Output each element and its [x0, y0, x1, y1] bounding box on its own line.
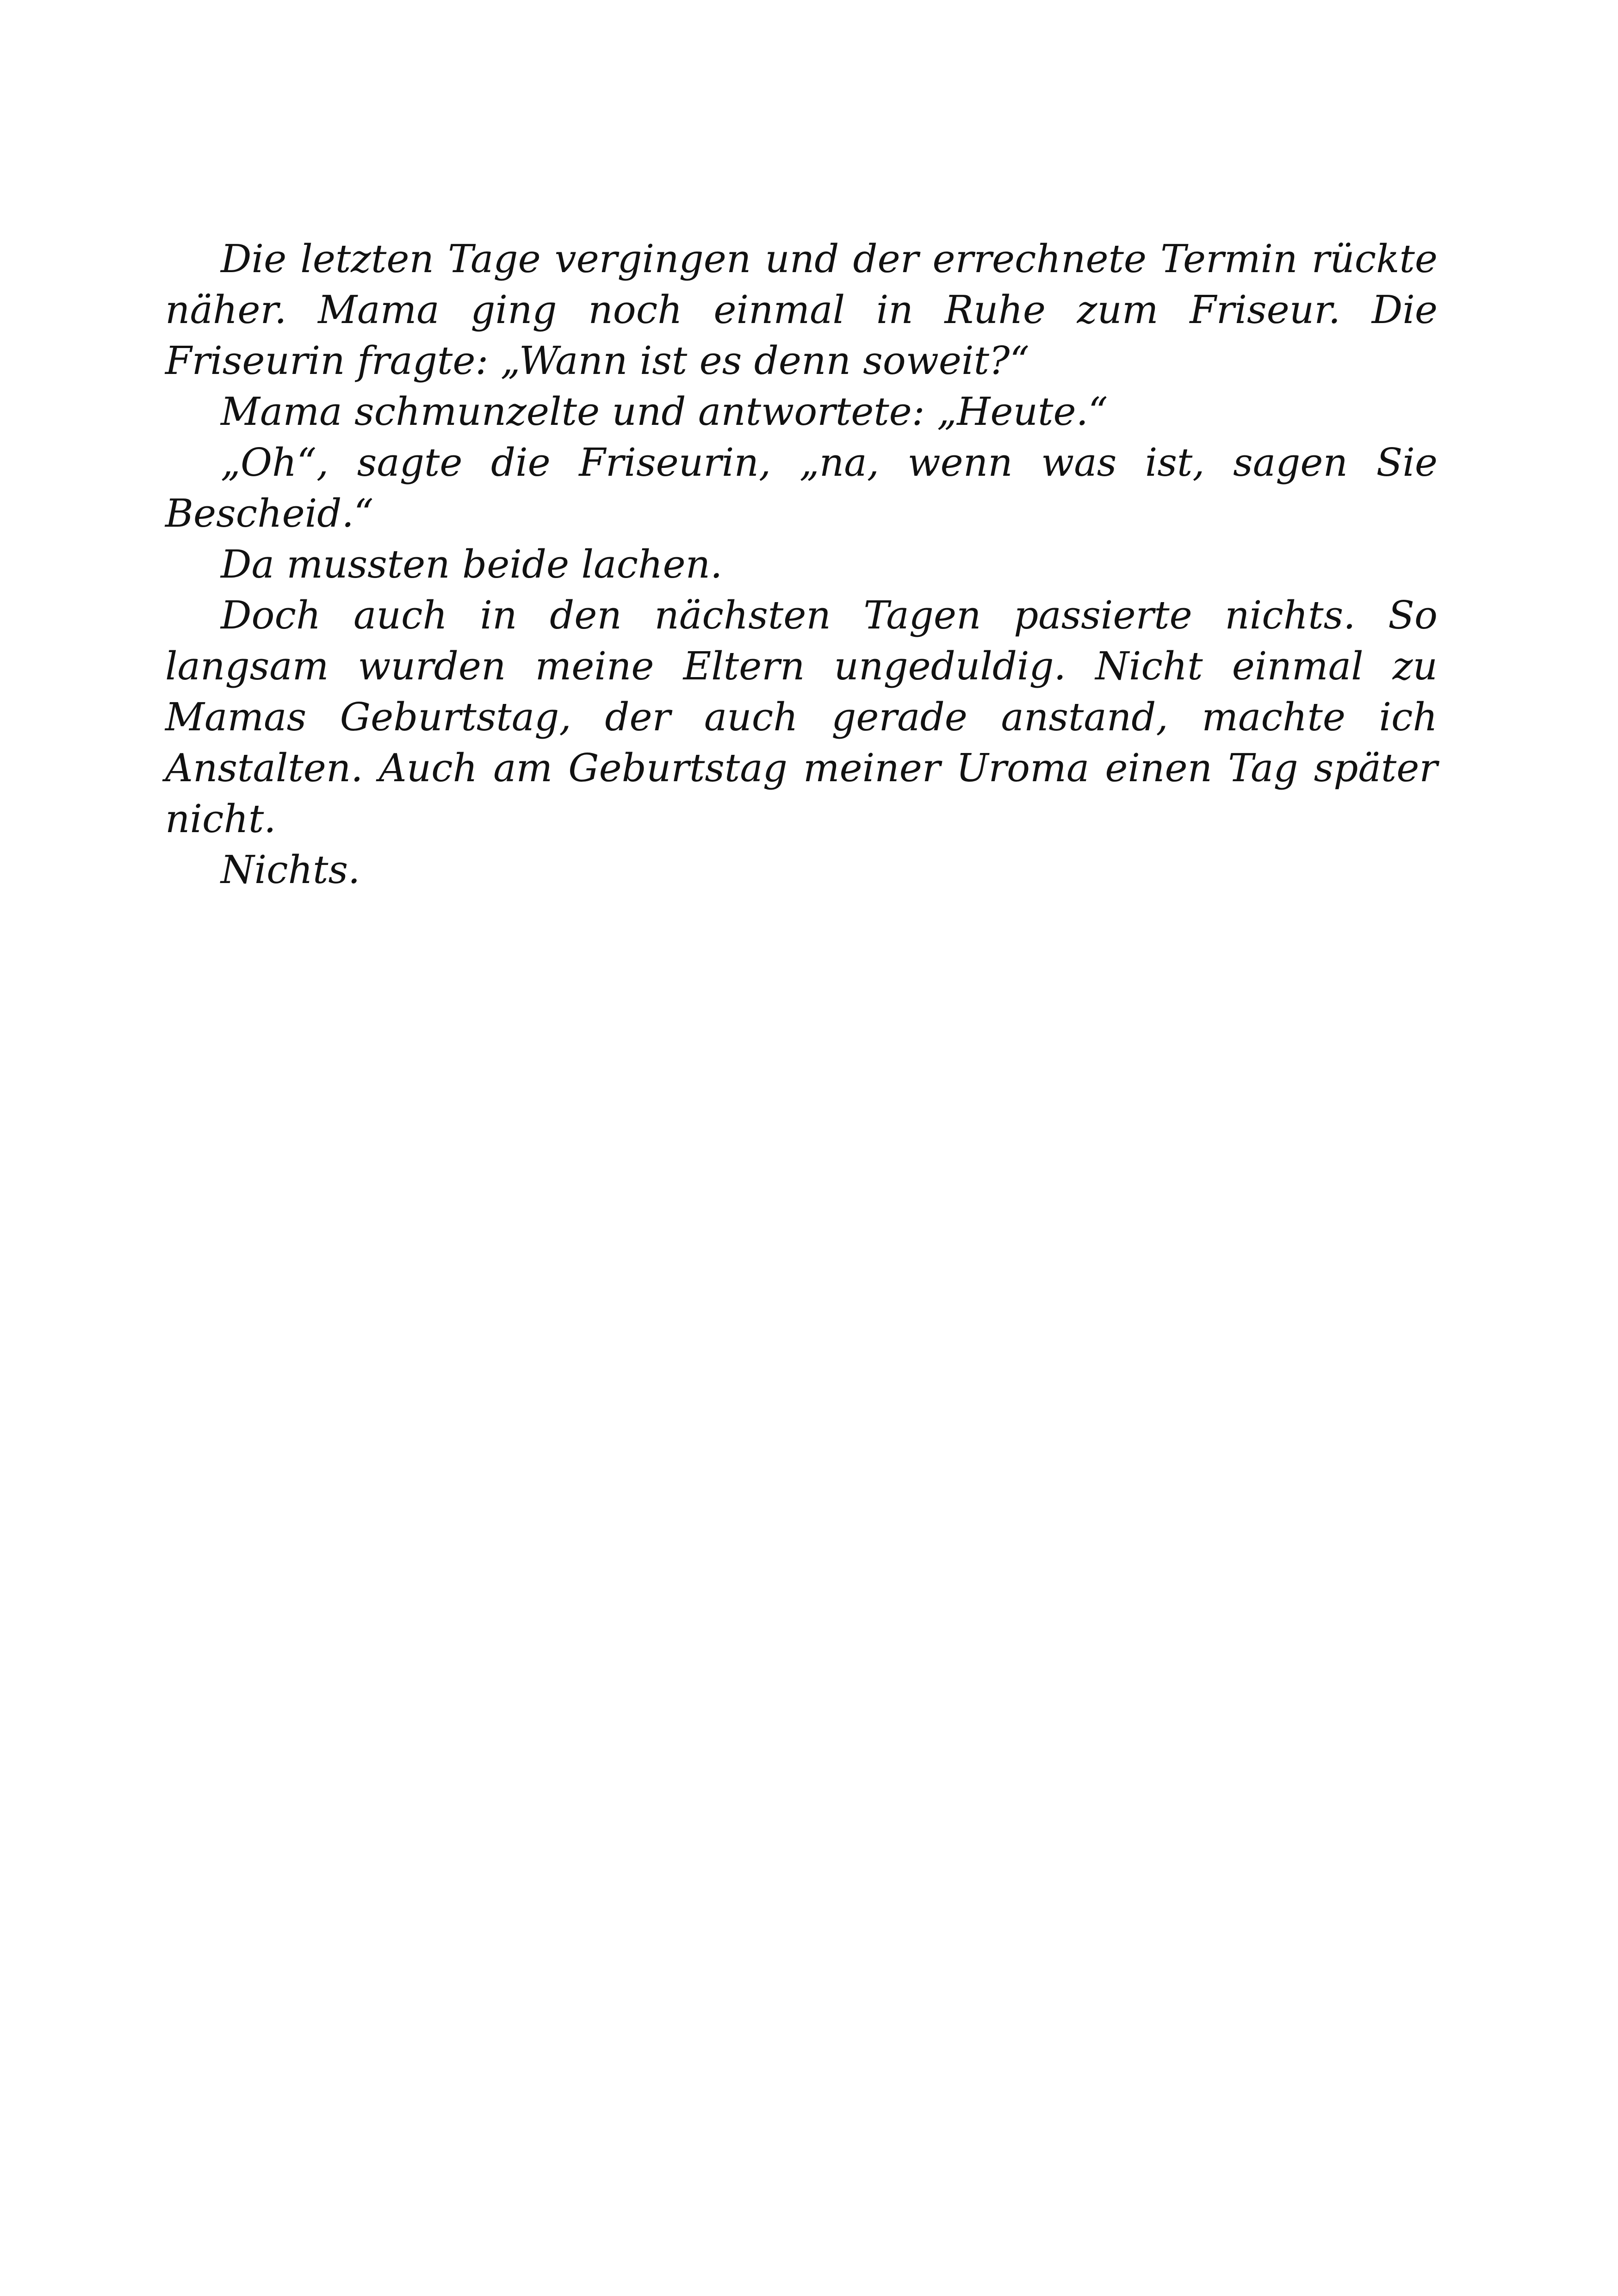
paragraph: Doch auch in den nächsten Tagen passierte nichts. So langsam wurden meine Eltern ungeduldig. Nicht einmal zu Mamas Geburtstag, der auch gerade anstand, machte ich Anstalten. Auch am Geburtstag meiner Uroma einen Tag später nicht. — [165, 593, 1438, 841]
body-text — [165, 234, 1438, 896]
paragraph: Nichts. — [221, 847, 360, 892]
paragraph: „Oh“, sagte die Friseurin, „na, wenn was ist, sagen Sie Bescheid.“ — [165, 440, 1438, 536]
paragraph: Da mussten beide lachen. — [221, 542, 723, 587]
paragraph: Die letzten Tage vergingen und der errechnete Termin rückte näher. Mama ging noch einmal in Ruhe zum Friseur. Die Friseurin fragte: „Wann ist es denn soweit?“ — [165, 236, 1438, 383]
paragraph: Mama schmunzelte und antwortete: „Heute.“ — [221, 389, 1108, 434]
